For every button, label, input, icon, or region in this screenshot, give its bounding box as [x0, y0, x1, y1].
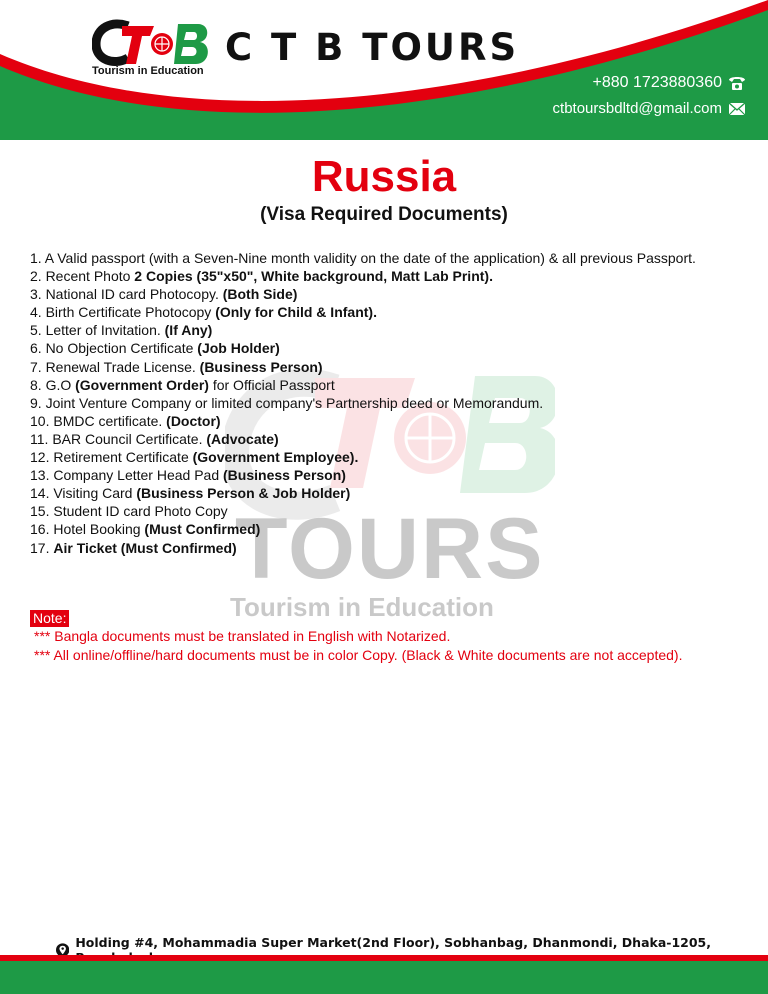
document-item [30, 321, 760, 339]
document-emphasis: (Business Person) [223, 467, 346, 484]
document-emphasis: (Government Order) [75, 376, 209, 393]
document-item [30, 466, 760, 484]
logo-tagline: Tourism in Education [92, 65, 204, 77]
document-item [30, 285, 760, 303]
document-text-after: for Official Passport [208, 376, 335, 393]
document-emphasis: (Must Confirmed) [144, 521, 261, 538]
document-text: 4. Birth Certificate Photocopy [30, 304, 216, 321]
contact-email [553, 100, 746, 117]
ctb-logo-icon [92, 18, 212, 68]
document-text: 14. Visiting Card [30, 485, 137, 502]
document-text: 16. Hotel Booking [30, 521, 145, 538]
page-subtitle: (Visa Required Documents) [260, 204, 508, 225]
document-text: 15. Student ID card Photo Copy [30, 503, 228, 520]
document-item [30, 502, 760, 520]
document-item [30, 358, 760, 376]
phone-number: +880 1723880360 [592, 74, 722, 91]
document-item [30, 376, 760, 394]
document-emphasis: Air Ticket (Must Confirmed) [53, 539, 237, 556]
document-emphasis: (If Any) [164, 322, 213, 339]
document-emphasis: 2 Copies (35"x50", White background, Matt Lab Print). [134, 268, 493, 285]
document-item [30, 339, 760, 357]
watermark-brand: TOURS [235, 501, 545, 597]
document-text: 11. BAR Council Certificate. [30, 430, 207, 447]
email-address: ctbtoursbdltd@gmail.com [552, 100, 722, 117]
document-item [30, 539, 760, 557]
document-text: 8. G.O [30, 376, 76, 393]
document-item [30, 394, 760, 412]
envelope-icon [728, 101, 746, 117]
document-item [30, 430, 760, 448]
document-text: 6. No Objection Certificate [30, 340, 198, 357]
footer-green-band [0, 961, 768, 994]
page-header [0, 0, 768, 140]
note-label: Note: [30, 610, 69, 627]
document-emphasis: (Both Side) [222, 286, 298, 303]
note-line: *** All online/offline/hard documents must be in color Copy. (Black & White documents are not accepted). [34, 646, 683, 663]
document-item [30, 412, 760, 430]
note-line: *** Bangla documents must be translated in English with Notarized. [34, 628, 451, 644]
document-text: 1. A Valid passport (with a Seven-Nine month validity on the date of the application) & all previous Passport. [30, 250, 696, 266]
document-text: 13. Company Letter Head Pad [30, 467, 224, 484]
document-emphasis: (Business Person) [199, 358, 323, 375]
contact-phone [593, 74, 746, 92]
document-item [30, 303, 760, 321]
document-text: 9. Joint Venture Company or limited company's Partnership deed or Memorandum. [30, 394, 544, 411]
page-title: Russia [311, 152, 457, 201]
address-text: Holding #4, Mohammadia Super Market(2nd Floor), Sobhanbag, Dhanmondi, Dhaka-1205, [75, 935, 711, 950]
document-text: 10. BMDC certificate. [30, 412, 167, 429]
document-emphasis: (Only for Child & Infant). [215, 304, 377, 321]
note-lines [34, 627, 682, 664]
document-item [30, 448, 760, 466]
document-text: 12. Retirement Certificate [30, 449, 193, 466]
document-emphasis: (Job Holder) [197, 340, 280, 357]
document-item [30, 520, 760, 538]
phone-icon [728, 75, 746, 91]
document-item [30, 249, 760, 267]
document-emphasis: (Advocate) [206, 430, 279, 447]
document-item [30, 267, 760, 285]
document-emphasis: (Business Person & Job Holder) [136, 485, 351, 502]
document-text: 5. Letter of Invitation. [30, 322, 165, 339]
document-text: 7. Renewal Trade License. [30, 358, 200, 375]
document-emphasis: (Government Employee). [192, 449, 359, 466]
document-text: 2. Recent Photo [30, 268, 135, 285]
document-item [30, 484, 760, 502]
watermark-tagline: Tourism in Education [230, 592, 494, 622]
required-documents-list [30, 249, 760, 557]
brand-name: C T B TOURS [225, 26, 520, 69]
document-text: 17. [30, 539, 54, 556]
document-emphasis: (Doctor) [166, 412, 221, 429]
document-text: 3. National ID card Photocopy. [30, 286, 223, 303]
